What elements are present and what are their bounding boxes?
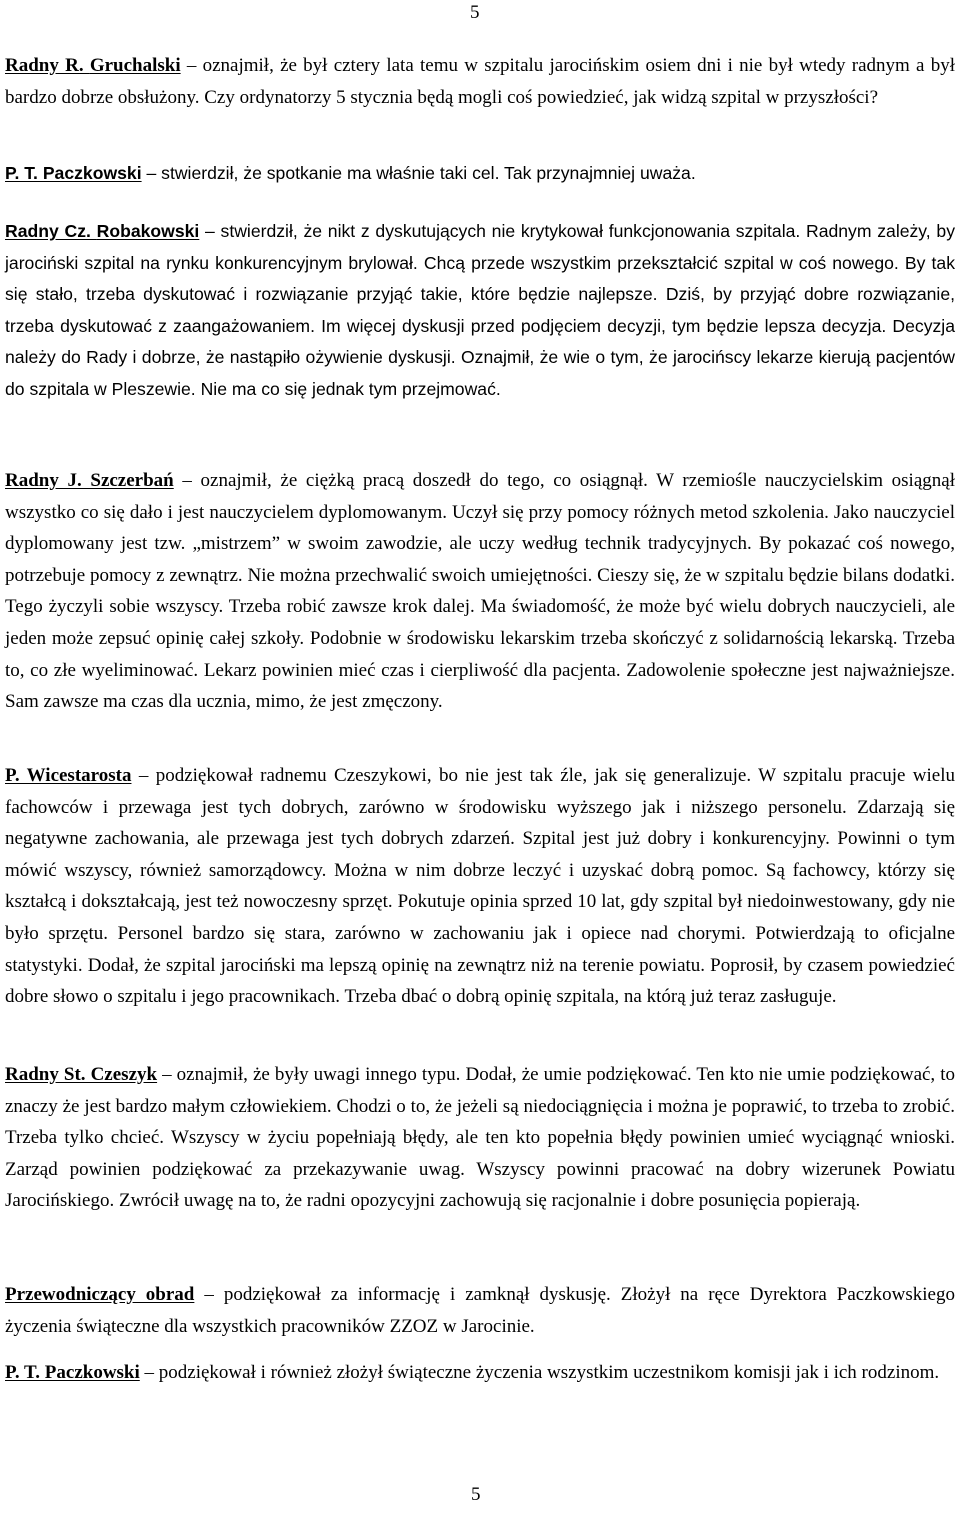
speaker-name: P. T. Paczkowski <box>5 1362 140 1383</box>
page-number-top: 5 <box>470 2 480 23</box>
paragraph-text: – stwierdził, że nikt z dyskutujących nie krytykował funkcjonowania szpitala. Radnym zależy, by jarociński szpital na rynku konkurencyjnym brylował. Chcą przede wszystkim przekształcić szpital w coś nowego. By tak się stało, trzeba dyskutować i rozwiązanie przyjąć takie, które będzie najlepsze. Dziś, by przyjąć dobre rozwiązanie, trzeba dyskutować z zaangażowaniem. Im więcej dyskusji przed podjęciem decyzji, tym będzie lepsza decyzja. Decyzja należy do Rady i dobrze, że nastąpiło ożywienie dyskusji. Oznajmił, że wie o tym, że jarocińscy lekarze kierują pacjentów do szpitala w Pleszewie. Nie ma co się jednak tym przejmować. <box>5 221 955 399</box>
paragraph-text: – podziękował za informację i zamknął dyskusję. Złożył na ręce Dyrektora Paczkowskiego życzenia świąteczne dla wszystkich pracowników ZZOZ w Jarocinie. <box>5 1284 955 1337</box>
page-number-bottom: 5 <box>471 1484 481 1505</box>
paragraph-text: – oznajmił, że był cztery lata temu w szpitalu jarocińskim osiem dni i nie był wtedy radnym a był bardzo dobrze obsłużony. Czy ordynatorzy 5 stycznia będą mogli coś powiedzieć, jak widzą szpital w przyszłości? <box>5 55 955 108</box>
paragraph-czeszyk <box>5 1059 955 1217</box>
speaker-prefix: Radny Cz. <box>5 221 97 241</box>
paragraph-gruchalski <box>5 50 955 113</box>
paragraph-przewodniczacy <box>5 1279 955 1342</box>
paragraph-text: – oznajmił, że ciężką pracą doszedł do tego, co osiągnął. W rzemiośle nauczycielskim osiągnął wszystko co się dało i jest nauczycielem dyplomowanym. Uczył się przy pomocy różnych metod szkolenia. Jako nauczyciel dyplomowany jest tzw. „mistrzem” w swoim zawodzie, ale uczy według technik tradycyjnych. By pokazać coś nowego, potrzebuje pomocy z zewnątrz. Nie można przechwalić swoich umiejętności. Cieszy się, że w szpitalu będzie bilans dodatki. Tego życzyli sobie wszyscy. Trzeba robić zawsze krok dalej. Ma świadomość, że może być wielu dobrych nauczycieli, ale jeden może zepsuć opinię całej szkoły. Podobnie w środowisku lekarskim trzeba skończyć z solidarnością lekarską. Trzeba to, co złe wyeliminować. Lekarz powinien mieć czas i cierpliwość dla pacjenta. Zadowolenie społeczne jest najważniejsze. Sam zawsze ma czas dla ucznia, mimo, że jest zmęczony. <box>5 470 955 713</box>
speaker-name: Radny J. Szczerbań <box>5 470 174 491</box>
paragraph-text: – podziękował radnemu Czeszykowi, bo nie jest tak źle, jak się generalizuje. W szpitalu pracuje wielu fachowców i przewaga jest tych dobrych, zarówno w środowisku wyższego jak i niższego personelu. Zdarzają się negatywne zachowania, ale przewaga jest tych dobrych zdarzeń. Szpital jest już dobry i konkurencyjny. Powinni o tym mówić wszyscy, również samorządowcy. Można w nim dobrze leczyć i uzyskać dobrą pomoc. Są fachowcy, którzy się kształcą i dokształcają, jest też nowoczesny sprzęt. Pokutuje opinia sprzed 10 lat, gdy szpital był niedoinwestowany, gdy nie było sprzętu. Personel bardzo się stara, zarówno w zachowaniu jak i opiece nad chorymi. Potwierdzają to oficjalne statystyki. Dodał, że szpital jarociński ma lepszą opinię na zewnątrz niż na terenie powiatu. Poprosił, by czasem powiedzieć dobre słowo o szpitalu i jego pracownikach. Trzeba dbać o dobrą opinię szpitala, na którą już teraz zasługuje. <box>5 765 955 1008</box>
speaker-name: Gruchalski <box>89 55 181 76</box>
paragraph-text: – oznajmił, że były uwagi innego typu. Dodał, że umie podziękować. Ten kto nie umie podziękować, to znaczy że jest bardzo małym człowiekiem. Chodzi o to, że jeżeli są niedociągnięcia i można je poprawić, to trzeba to zrobić. Trzeba tylko chcieć. Wszyscy w życiu popełniają błędy, ale ten kto popełnia błędy powinien umieć wyciągnąć wnioski. Zarząd powinien podziękować za przekazywanie uwag. Wszyscy powinni pracować na dobry wizerunek Powiatu Jarocińskiego. Zwrócił uwagę na to, że radni opozycyjni zachowują się racjonalnie i dobre posunięcia popierają. <box>5 1064 956 1212</box>
speaker-name: Przewodniczący obrad <box>5 1284 195 1305</box>
paragraph-text: – podziękował i również złożył świąteczne życzenia wszystkim uczestnikom komisji jak i ich rodzinom. <box>139 1362 940 1383</box>
paragraph-text: – stwierdził, że spotkanie ma właśnie taki cel. Tak przynajmniej uważa. <box>141 163 696 183</box>
speaker-prefix: Radny R. <box>5 55 90 76</box>
paragraph-wicestarosta <box>5 760 955 1013</box>
speaker-name: Robakowski <box>96 221 200 241</box>
paragraph-robakowski <box>5 216 955 406</box>
speaker-name: P. Wicestarosta <box>5 765 132 786</box>
paragraph-szczerban <box>5 465 955 718</box>
paragraph-paczkowski-2 <box>5 1357 955 1389</box>
speaker-name: Radny St. Czeszyk <box>5 1064 158 1085</box>
speaker-name: P. T. Paczkowski <box>5 163 142 183</box>
paragraph-paczkowski-1 <box>5 158 955 190</box>
